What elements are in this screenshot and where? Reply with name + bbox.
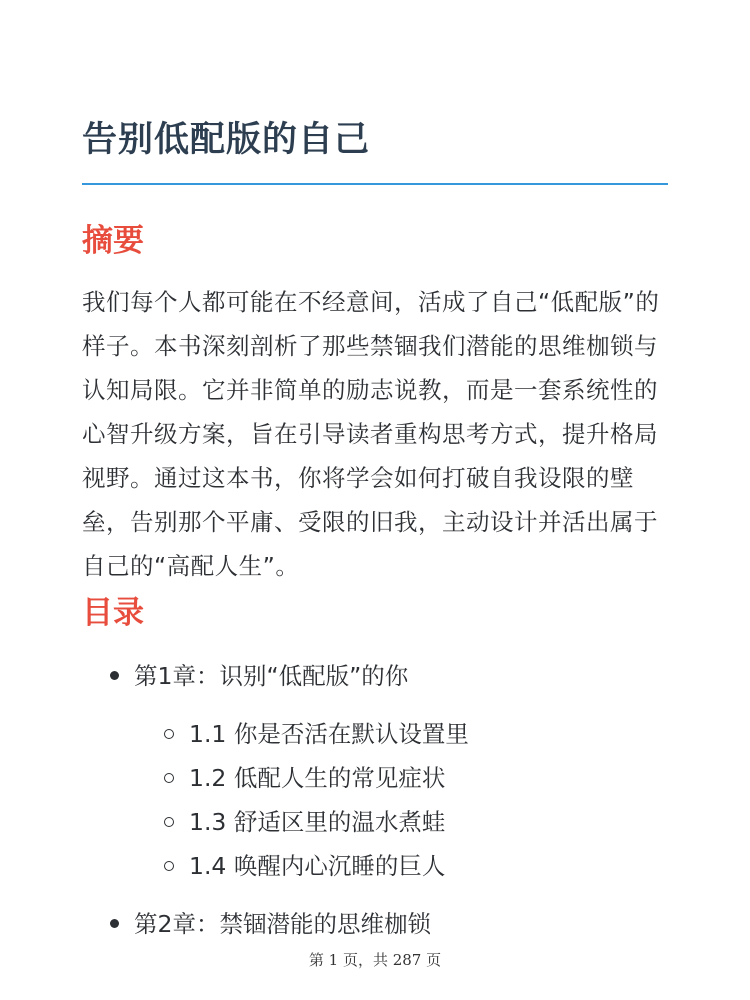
chapter-label: 第1章：识别“低配版”的你 [134,662,409,690]
toc-section-1-2[interactable] [134,756,668,800]
circle-bullet-icon [164,773,174,783]
title-divider [82,183,668,185]
circle-bullet-icon [164,861,174,871]
abstract-heading: 摘要 [82,223,144,259]
section-label: 1.3 舒适区里的温水煮蛙 [189,808,446,836]
section-label: 1.1 你是否活在默认设置里 [189,720,469,748]
bullet-icon [110,671,119,680]
toc-section-1-4[interactable] [134,844,668,888]
chapter-sections [134,712,668,888]
toc-section-1-1[interactable] [134,712,668,756]
table-of-contents [82,652,668,948]
circle-bullet-icon [164,729,174,739]
abstract-text: 我们每个人都可能在不经意间，活成了自己“低配版”的样子。本书深刻剖析了那些禁锢我们潜能的思维枷锁与认知局限。它并非简单的励志说教，而是一套系统性的心智升级方案，旨在引导读者重构思考方式，提升格局视野。通过这本书，你将学会如何打破自我设限的壁垒，告别那个平庸、受限的旧我，主动设计并活出属于自己的“高配人生”。 [82,288,660,580]
page-footer: 第 1 页，共 287 页 [308,951,442,969]
chapter-label: 第2章：禁锢潜能的思维枷锁 [134,910,431,938]
bullet-icon [110,919,119,928]
toc-chapter-2[interactable] [82,900,668,948]
circle-bullet-icon [164,817,174,827]
toc-chapter-1[interactable] [82,652,668,888]
toc-heading: 目录 [82,595,144,631]
book-title: 告别低配版的自己 [82,120,371,160]
section-label: 1.2 低配人生的常见症状 [189,764,446,792]
toc-section-1-3[interactable] [134,800,668,844]
section-label: 1.4 唤醒内心沉睡的巨人 [189,852,446,880]
